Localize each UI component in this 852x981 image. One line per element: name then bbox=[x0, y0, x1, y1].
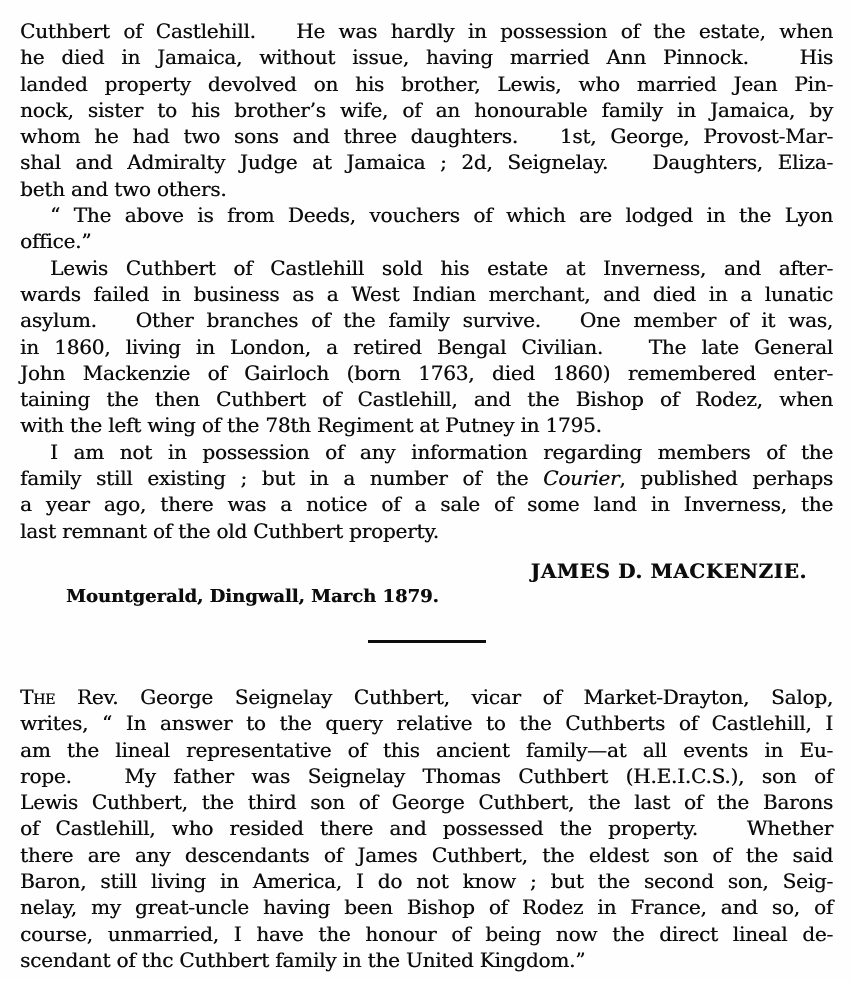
dateline: Mountgerald, Dingwall, March 1879. bbox=[66, 585, 439, 607]
text-line bbox=[20, 412, 833, 438]
text-segment: taining the then Cuthbert of Castlehill, and the Bishop of Rodez, when bbox=[20, 387, 833, 412]
text-line bbox=[20, 176, 833, 202]
paragraph bbox=[20, 18, 833, 202]
text-line bbox=[20, 684, 833, 710]
text-line bbox=[20, 386, 833, 412]
text-line bbox=[20, 842, 833, 868]
text-segment-italic: Courier bbox=[543, 466, 620, 491]
text-segment: I am not in possession of any information regarding members of the bbox=[50, 439, 833, 464]
article-2 bbox=[20, 684, 833, 973]
text-line bbox=[20, 947, 833, 973]
article-1 bbox=[20, 18, 833, 544]
text-line bbox=[20, 123, 833, 149]
text-segment: Cuthbert of Castlehill. He was hardly in possession of the estate, when bbox=[20, 19, 833, 43]
text-segment: Baron, still living in America, I do not know ; but the second son, Seig- bbox=[20, 869, 833, 894]
text-line bbox=[20, 97, 833, 123]
signature: JAMES D. MACKENZIE. bbox=[530, 558, 807, 583]
text-line bbox=[20, 894, 833, 920]
text-line bbox=[20, 334, 833, 360]
text-segment: “ The above is from Deeds, vouchers of which are lodged in the Lyon bbox=[50, 203, 833, 228]
text-line bbox=[20, 868, 833, 894]
paragraph bbox=[20, 439, 833, 544]
text-segment: shal and Admiralty Judge at Jamaica ; 2d, Seignelay. Daughters, Eliza- bbox=[20, 150, 833, 175]
text-line bbox=[20, 518, 833, 544]
text-line bbox=[20, 710, 833, 736]
text-segment: asylum. Other branches of the family survive. One member of it was, bbox=[20, 308, 833, 333]
text-line bbox=[20, 491, 833, 517]
text-line bbox=[20, 202, 833, 228]
text-line bbox=[20, 465, 833, 491]
paragraph bbox=[20, 684, 833, 973]
text-line bbox=[20, 281, 833, 307]
text-segment: last remnant of the old Cuthbert property. bbox=[20, 518, 439, 543]
text-line bbox=[20, 439, 833, 465]
text-segment: course, unmarried, I have the honour of being now the direct lineal de- bbox=[20, 921, 833, 946]
text-segment: writes, “ In answer to the query relative to the Cuthberts of Castlehill, I bbox=[20, 711, 833, 736]
text-line bbox=[20, 815, 833, 841]
section-divider-rule bbox=[368, 640, 486, 643]
paragraph bbox=[20, 202, 833, 255]
text-line bbox=[20, 360, 833, 386]
text-segment: scendant of thc Cuthbert family in the United Kingdom.” bbox=[20, 947, 586, 972]
text-line bbox=[20, 18, 833, 44]
text-line bbox=[20, 44, 833, 70]
text-line bbox=[20, 789, 833, 815]
text-segment: family still existing ; but in a number of the bbox=[20, 466, 544, 491]
text-segment: nelay, my great-uncle having been Bishop of Rodez in France, and so, of bbox=[20, 895, 833, 920]
text-segment: landed property devolved on his brother, Lewis, who married Jean Pin- bbox=[20, 71, 833, 96]
text-segment: Rev. George Seignelay Cuthbert, vicar of Market-Drayton, Salop, bbox=[55, 684, 833, 709]
text-segment: wards failed in business as a West Indian merchant, and died in a lunatic bbox=[20, 281, 833, 306]
text-line bbox=[20, 737, 833, 763]
text-segment-smallcaps: The bbox=[20, 684, 56, 709]
text-line bbox=[20, 307, 833, 333]
text-line bbox=[20, 71, 833, 97]
text-segment: there are any descendants of James Cuthbert, the eldest son of the said bbox=[20, 842, 833, 867]
text-line bbox=[20, 921, 833, 947]
text-segment: office.” bbox=[20, 229, 92, 254]
text-segment: whom he had two sons and three daughters. 1st, George, Provost-Mar- bbox=[20, 124, 833, 149]
text-line bbox=[20, 763, 833, 789]
text-segment: Lewis Cuthbert, the third son of George Cuthbert, the last of the Barons bbox=[20, 790, 833, 815]
text-segment: he died in Jamaica, without issue, having married Ann Pinnock. His bbox=[20, 45, 833, 70]
text-segment: John Mackenzie of Gairloch (born 1763, died 1860) remembered enter- bbox=[20, 360, 833, 385]
text-line bbox=[20, 255, 833, 281]
text-segment: a year ago, there was a notice of a sale of some land in Inverness, the bbox=[20, 492, 833, 517]
text-segment: beth and two others. bbox=[20, 176, 227, 201]
text-line bbox=[20, 228, 833, 254]
text-segment: rope. My father was Seignelay Thomas Cuthbert (H.E.I.C.S.), son of bbox=[20, 763, 833, 788]
text-segment: with the left wing of the 78th Regiment at Putney in 1795. bbox=[20, 413, 602, 438]
paragraph bbox=[20, 255, 833, 439]
text-line bbox=[20, 149, 833, 175]
text-segment: Lewis Cuthbert of Castlehill sold his estate at Inverness, and after- bbox=[50, 255, 833, 280]
text-segment: nock, sister to his brother’s wife, of an honourable family in Jamaica, by bbox=[20, 97, 833, 122]
text-segment: of Castlehill, who resided there and possessed the property. Whether bbox=[20, 816, 833, 841]
text-segment: , published perhaps bbox=[619, 466, 833, 491]
text-segment: in 1860, living in London, a retired Bengal Civilian. The late General bbox=[20, 334, 833, 359]
text-segment: am the lineal representative of this ancient family—at all events in Eu- bbox=[20, 737, 833, 762]
